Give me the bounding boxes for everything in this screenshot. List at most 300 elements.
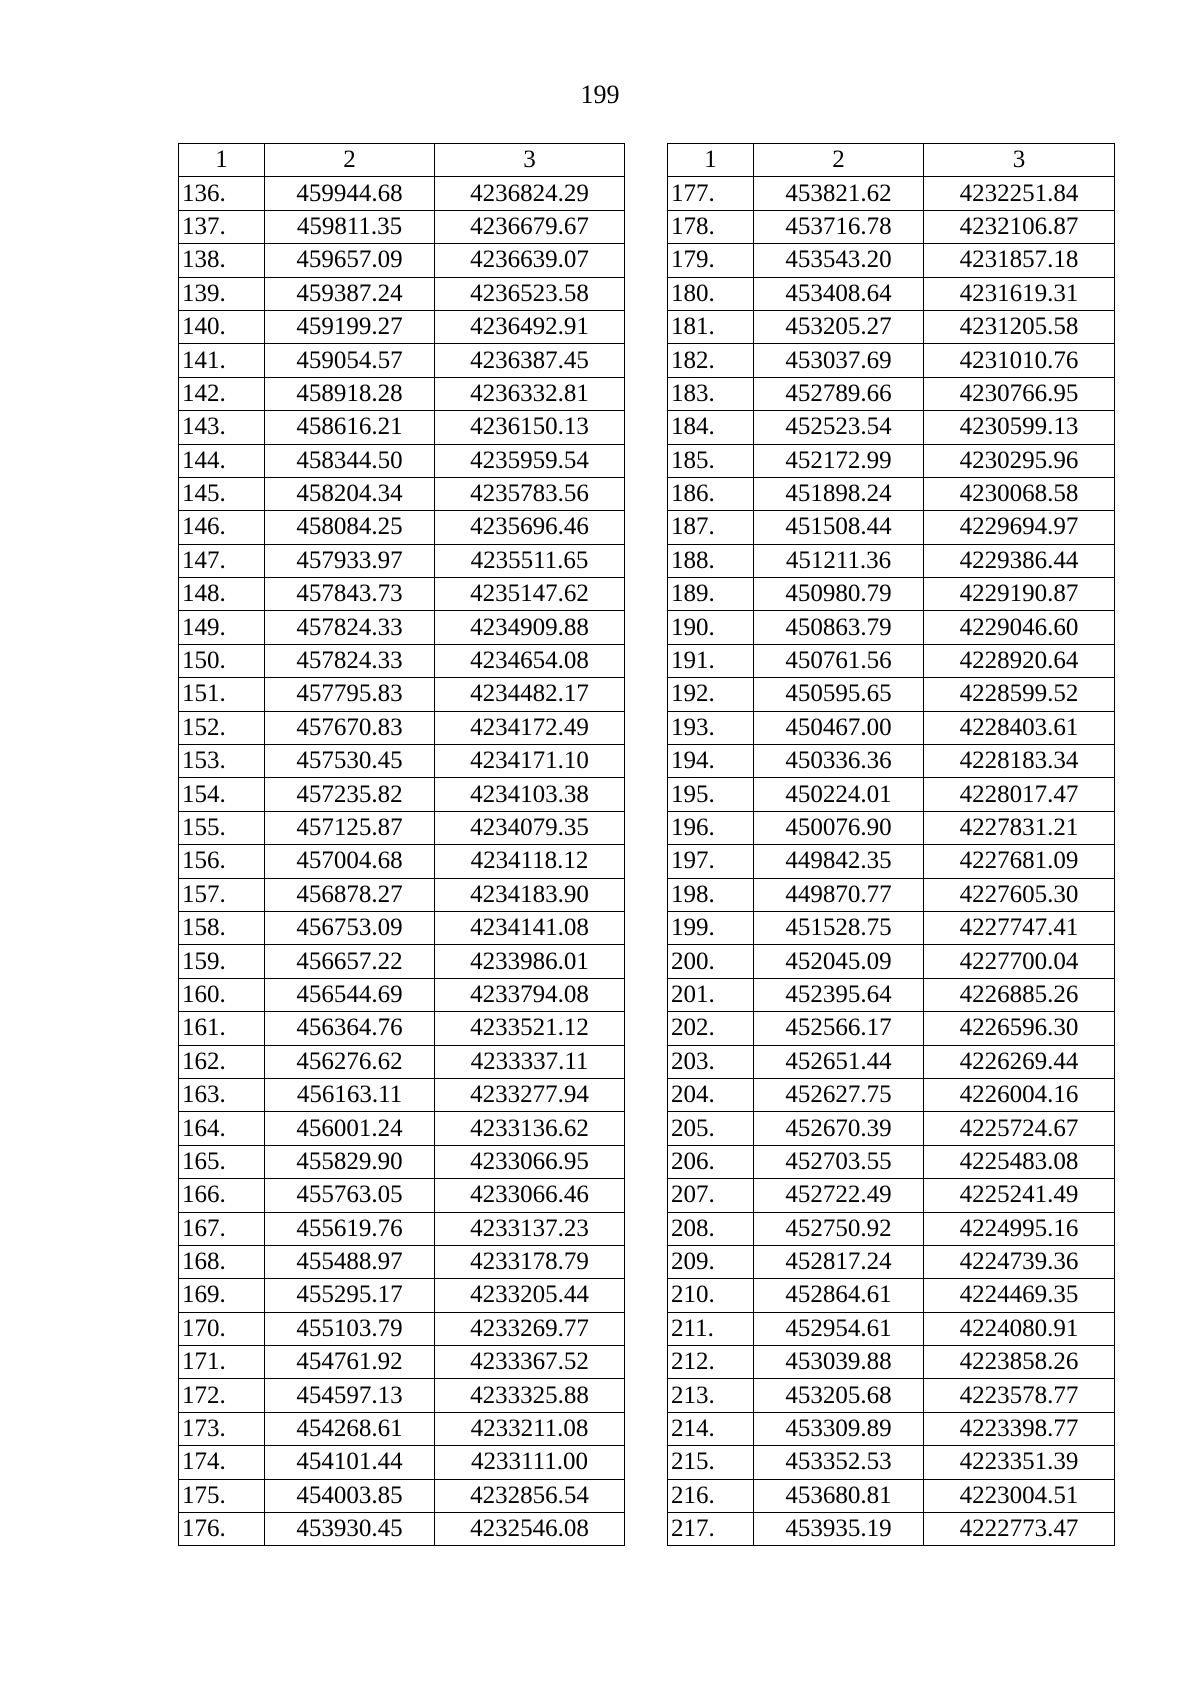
point-number-cell: 137. (179, 210, 265, 243)
y-coordinate-cell: 4223578.77 (924, 1379, 1115, 1412)
y-coordinate-cell: 4234482.17 (435, 678, 625, 711)
y-coordinate-cell: 4226596.30 (924, 1012, 1115, 1045)
point-number-cell: 196. (668, 811, 754, 844)
table-row (668, 878, 1115, 911)
table-row (179, 945, 625, 978)
y-coordinate-cell: 4234103.38 (435, 778, 625, 811)
point-number-cell: 202. (668, 1012, 754, 1045)
y-coordinate-cell: 4228017.47 (924, 778, 1115, 811)
y-coordinate-cell: 4234654.08 (435, 644, 625, 677)
y-coordinate-cell: 4233178.79 (435, 1245, 625, 1278)
y-coordinate-cell: 4234183.90 (435, 878, 625, 911)
point-number-cell: 185. (668, 444, 754, 477)
page-number: 199 (580, 80, 620, 109)
point-number-cell: 215. (668, 1446, 754, 1479)
y-coordinate-cell: 4227605.30 (924, 878, 1115, 911)
y-coordinate-cell: 4233521.12 (435, 1012, 625, 1045)
table-row (668, 1412, 1115, 1445)
x-coordinate-cell: 453408.64 (754, 277, 924, 310)
table-row (668, 578, 1115, 611)
point-number-cell: 204. (668, 1078, 754, 1111)
table-row (668, 978, 1115, 1011)
x-coordinate-cell: 452722.49 (754, 1179, 924, 1212)
point-number-cell: 165. (179, 1145, 265, 1178)
point-number-cell: 151. (179, 678, 265, 711)
table-row (668, 1179, 1115, 1212)
table-row (179, 1346, 625, 1379)
x-coordinate-cell: 455103.79 (265, 1312, 435, 1345)
x-coordinate-cell: 454268.61 (265, 1412, 435, 1445)
point-number-cell: 210. (668, 1279, 754, 1312)
table-row (179, 911, 625, 944)
y-coordinate-cell: 4233986.01 (435, 945, 625, 978)
x-coordinate-cell: 453205.27 (754, 310, 924, 343)
x-coordinate-cell: 452627.75 (754, 1078, 924, 1111)
point-number-cell: 166. (179, 1179, 265, 1212)
y-coordinate-cell: 4234079.35 (435, 811, 625, 844)
point-number-cell: 180. (668, 277, 754, 310)
point-number-cell: 191. (668, 644, 754, 677)
y-coordinate-cell: 4236523.58 (435, 277, 625, 310)
table-row (179, 511, 625, 544)
y-coordinate-cell: 4224739.36 (924, 1245, 1115, 1278)
y-coordinate-cell: 4230766.95 (924, 377, 1115, 410)
point-number-cell: 153. (179, 745, 265, 778)
table-row (179, 444, 625, 477)
y-coordinate-cell: 4226004.16 (924, 1078, 1115, 1111)
y-coordinate-cell: 4233277.94 (435, 1078, 625, 1111)
table-row (179, 177, 625, 210)
y-coordinate-cell: 4226885.26 (924, 978, 1115, 1011)
table-row (179, 711, 625, 744)
y-coordinate-cell: 4222773.47 (924, 1513, 1115, 1546)
point-number-cell: 200. (668, 945, 754, 978)
y-coordinate-cell: 4236679.67 (435, 210, 625, 243)
point-number-cell: 186. (668, 477, 754, 510)
y-coordinate-cell: 4228403.61 (924, 711, 1115, 744)
y-coordinate-cell: 4235959.54 (435, 444, 625, 477)
y-coordinate-cell: 4228183.34 (924, 745, 1115, 778)
point-number-cell: 183. (668, 377, 754, 410)
point-number-cell: 182. (668, 344, 754, 377)
table-row (668, 1112, 1115, 1145)
table-row (179, 544, 625, 577)
column-header-number: 1 (668, 144, 754, 177)
x-coordinate-cell: 452670.39 (754, 1112, 924, 1145)
table-row (179, 210, 625, 243)
y-coordinate-cell: 4236150.13 (435, 411, 625, 444)
table-row (179, 611, 625, 644)
point-number-cell: 197. (668, 845, 754, 878)
x-coordinate-cell: 457125.87 (265, 811, 435, 844)
table-row (668, 1479, 1115, 1512)
x-coordinate-cell: 457933.97 (265, 544, 435, 577)
x-coordinate-cell: 459054.57 (265, 344, 435, 377)
x-coordinate-cell: 458344.50 (265, 444, 435, 477)
table-row (179, 811, 625, 844)
table-row (668, 411, 1115, 444)
point-number-cell: 155. (179, 811, 265, 844)
point-number-cell: 163. (179, 1078, 265, 1111)
point-number-cell: 216. (668, 1479, 754, 1512)
table-row (179, 1112, 625, 1145)
point-number-cell: 179. (668, 244, 754, 277)
y-coordinate-cell: 4233367.52 (435, 1346, 625, 1379)
x-coordinate-cell: 455763.05 (265, 1179, 435, 1212)
y-coordinate-cell: 4233794.08 (435, 978, 625, 1011)
point-number-cell: 170. (179, 1312, 265, 1345)
x-coordinate-cell: 454101.44 (265, 1446, 435, 1479)
point-number-cell: 148. (179, 578, 265, 611)
y-coordinate-cell: 4235696.46 (435, 511, 625, 544)
x-coordinate-cell: 452864.61 (754, 1279, 924, 1312)
y-coordinate-cell: 4225724.67 (924, 1112, 1115, 1145)
table-row (668, 745, 1115, 778)
table-row (668, 444, 1115, 477)
y-coordinate-cell: 4231205.58 (924, 310, 1115, 343)
point-number-cell: 187. (668, 511, 754, 544)
x-coordinate-cell: 450761.56 (754, 644, 924, 677)
table-row (668, 1312, 1115, 1345)
table-row (668, 511, 1115, 544)
table-row (668, 945, 1115, 978)
table-row (179, 1012, 625, 1045)
table-row (668, 1446, 1115, 1479)
x-coordinate-cell: 458616.21 (265, 411, 435, 444)
table-body-left (179, 144, 625, 1546)
point-number-cell: 172. (179, 1379, 265, 1412)
y-coordinate-cell: 4225241.49 (924, 1179, 1115, 1212)
table-row (179, 310, 625, 343)
point-number-cell: 158. (179, 911, 265, 944)
y-coordinate-cell: 4235147.62 (435, 578, 625, 611)
table-row (179, 1212, 625, 1245)
table-row (668, 1078, 1115, 1111)
table-row (179, 778, 625, 811)
point-number-cell: 194. (668, 745, 754, 778)
point-number-cell: 141. (179, 344, 265, 377)
table-row (179, 1245, 625, 1278)
point-number-cell: 156. (179, 845, 265, 878)
y-coordinate-cell: 4230068.58 (924, 477, 1115, 510)
x-coordinate-cell: 459944.68 (265, 177, 435, 210)
table-row (668, 911, 1115, 944)
y-coordinate-cell: 4234118.12 (435, 845, 625, 878)
point-number-cell: 209. (668, 1245, 754, 1278)
y-coordinate-cell: 4227700.04 (924, 945, 1115, 978)
x-coordinate-cell: 451528.75 (754, 911, 924, 944)
point-number-cell: 206. (668, 1145, 754, 1178)
x-coordinate-cell: 457530.45 (265, 745, 435, 778)
x-coordinate-cell: 456276.62 (265, 1045, 435, 1078)
y-coordinate-cell: 4236492.91 (435, 310, 625, 343)
point-number-cell: 140. (179, 310, 265, 343)
x-coordinate-cell: 452395.64 (754, 978, 924, 1011)
y-coordinate-cell: 4231619.31 (924, 277, 1115, 310)
x-coordinate-cell: 452651.44 (754, 1045, 924, 1078)
y-coordinate-cell: 4233066.95 (435, 1145, 625, 1178)
x-coordinate-cell: 456163.11 (265, 1078, 435, 1111)
x-coordinate-cell: 453821.62 (754, 177, 924, 210)
x-coordinate-cell: 452523.54 (754, 411, 924, 444)
point-number-cell: 168. (179, 1245, 265, 1278)
point-number-cell: 201. (668, 978, 754, 1011)
y-coordinate-cell: 4227681.09 (924, 845, 1115, 878)
x-coordinate-cell: 452703.55 (754, 1145, 924, 1178)
y-coordinate-cell: 4233211.08 (435, 1412, 625, 1445)
point-number-cell: 178. (668, 210, 754, 243)
y-coordinate-cell: 4236387.45 (435, 344, 625, 377)
x-coordinate-cell: 450076.90 (754, 811, 924, 844)
table-row (668, 1513, 1115, 1546)
y-coordinate-cell: 4234909.88 (435, 611, 625, 644)
x-coordinate-cell: 452750.92 (754, 1212, 924, 1245)
y-coordinate-cell: 4232856.54 (435, 1479, 625, 1512)
table-row (668, 1012, 1115, 1045)
y-coordinate-cell: 4230295.96 (924, 444, 1115, 477)
x-coordinate-cell: 453543.20 (754, 244, 924, 277)
point-number-cell: 181. (668, 310, 754, 343)
point-number-cell: 190. (668, 611, 754, 644)
x-coordinate-cell: 456544.69 (265, 978, 435, 1011)
x-coordinate-cell: 450863.79 (754, 611, 924, 644)
y-coordinate-cell: 4227831.21 (924, 811, 1115, 844)
point-number-cell: 154. (179, 778, 265, 811)
point-number-cell: 177. (668, 177, 754, 210)
table-row (179, 1179, 625, 1212)
point-number-cell: 167. (179, 1212, 265, 1245)
point-number-cell: 217. (668, 1513, 754, 1546)
point-number-cell: 146. (179, 511, 265, 544)
point-number-cell: 213. (668, 1379, 754, 1412)
table-row (179, 244, 625, 277)
y-coordinate-cell: 4224995.16 (924, 1212, 1115, 1245)
x-coordinate-cell: 453309.89 (754, 1412, 924, 1445)
table-header-row (179, 144, 625, 177)
point-number-cell: 195. (668, 778, 754, 811)
y-coordinate-cell: 4236639.07 (435, 244, 625, 277)
point-number-cell: 161. (179, 1012, 265, 1045)
x-coordinate-cell: 459811.35 (265, 210, 435, 243)
table-row (668, 177, 1115, 210)
x-coordinate-cell: 457843.73 (265, 578, 435, 611)
table-row (668, 1145, 1115, 1178)
table-row (668, 310, 1115, 343)
table-row (179, 644, 625, 677)
y-coordinate-cell: 4229386.44 (924, 544, 1115, 577)
point-number-cell: 199. (668, 911, 754, 944)
x-coordinate-cell: 452789.66 (754, 377, 924, 410)
point-number-cell: 147. (179, 544, 265, 577)
table-row (179, 1412, 625, 1445)
table-row (179, 1279, 625, 1312)
y-coordinate-cell: 4236824.29 (435, 177, 625, 210)
table-row (668, 1379, 1115, 1412)
column-header-y: 3 (924, 144, 1115, 177)
point-number-cell: 175. (179, 1479, 265, 1512)
point-number-cell: 169. (179, 1279, 265, 1312)
table-row (668, 210, 1115, 243)
table-row (179, 1379, 625, 1412)
point-number-cell: 176. (179, 1513, 265, 1546)
point-number-cell: 144. (179, 444, 265, 477)
table-row (179, 1145, 625, 1178)
x-coordinate-cell: 454003.85 (265, 1479, 435, 1512)
x-coordinate-cell: 449870.77 (754, 878, 924, 911)
table-row (668, 244, 1115, 277)
y-coordinate-cell: 4226269.44 (924, 1045, 1115, 1078)
x-coordinate-cell: 455488.97 (265, 1245, 435, 1278)
x-coordinate-cell: 449842.35 (754, 845, 924, 878)
x-coordinate-cell: 457670.83 (265, 711, 435, 744)
y-coordinate-cell: 4234141.08 (435, 911, 625, 944)
table-row (179, 578, 625, 611)
table-row (179, 277, 625, 310)
y-coordinate-cell: 4234172.49 (435, 711, 625, 744)
table-row (179, 1446, 625, 1479)
x-coordinate-cell: 457235.82 (265, 778, 435, 811)
y-coordinate-cell: 4233269.77 (435, 1312, 625, 1345)
point-number-cell: 142. (179, 377, 265, 410)
x-coordinate-cell: 455829.90 (265, 1145, 435, 1178)
table-row (179, 978, 625, 1011)
y-coordinate-cell: 4227747.41 (924, 911, 1115, 944)
table-row (668, 711, 1115, 744)
point-number-cell: 173. (179, 1412, 265, 1445)
x-coordinate-cell: 453205.68 (754, 1379, 924, 1412)
table-row (179, 1045, 625, 1078)
point-number-cell: 208. (668, 1212, 754, 1245)
x-coordinate-cell: 452566.17 (754, 1012, 924, 1045)
x-coordinate-cell: 456364.76 (265, 1012, 435, 1045)
y-coordinate-cell: 4229694.97 (924, 511, 1115, 544)
y-coordinate-cell: 4229190.87 (924, 578, 1115, 611)
point-number-cell: 198. (668, 878, 754, 911)
table-row (668, 477, 1115, 510)
x-coordinate-cell: 459387.24 (265, 277, 435, 310)
table-row (668, 1346, 1115, 1379)
point-number-cell: 189. (668, 578, 754, 611)
coordinates-table-right (667, 143, 1115, 1546)
x-coordinate-cell: 453930.45 (265, 1513, 435, 1546)
table-row (668, 678, 1115, 711)
y-coordinate-cell: 4231857.18 (924, 244, 1115, 277)
table-row (179, 745, 625, 778)
x-coordinate-cell: 452954.61 (754, 1312, 924, 1345)
y-coordinate-cell: 4236332.81 (435, 377, 625, 410)
y-coordinate-cell: 4235511.65 (435, 544, 625, 577)
x-coordinate-cell: 458084.25 (265, 511, 435, 544)
x-coordinate-cell: 459199.27 (265, 310, 435, 343)
x-coordinate-cell: 458918.28 (265, 377, 435, 410)
y-coordinate-cell: 4229046.60 (924, 611, 1115, 644)
table-row (179, 344, 625, 377)
x-coordinate-cell: 453039.88 (754, 1346, 924, 1379)
table-row (668, 811, 1115, 844)
point-number-cell: 157. (179, 878, 265, 911)
x-coordinate-cell: 451508.44 (754, 511, 924, 544)
point-number-cell: 139. (179, 277, 265, 310)
x-coordinate-cell: 459657.09 (265, 244, 435, 277)
table-row (179, 477, 625, 510)
x-coordinate-cell: 453037.69 (754, 344, 924, 377)
y-coordinate-cell: 4228599.52 (924, 678, 1115, 711)
table-row (179, 1312, 625, 1345)
y-coordinate-cell: 4223351.39 (924, 1446, 1115, 1479)
column-header-number: 1 (179, 144, 265, 177)
y-coordinate-cell: 4232106.87 (924, 210, 1115, 243)
x-coordinate-cell: 452172.99 (754, 444, 924, 477)
point-number-cell: 203. (668, 1045, 754, 1078)
point-number-cell: 214. (668, 1412, 754, 1445)
point-number-cell: 188. (668, 544, 754, 577)
x-coordinate-cell: 455295.17 (265, 1279, 435, 1312)
y-coordinate-cell: 4230599.13 (924, 411, 1115, 444)
point-number-cell: 164. (179, 1112, 265, 1145)
y-coordinate-cell: 4225483.08 (924, 1145, 1115, 1178)
y-coordinate-cell: 4223398.77 (924, 1412, 1115, 1445)
column-header-x: 2 (754, 144, 924, 177)
point-number-cell: 150. (179, 644, 265, 677)
y-coordinate-cell: 4232546.08 (435, 1513, 625, 1546)
point-number-cell: 149. (179, 611, 265, 644)
y-coordinate-cell: 4228920.64 (924, 644, 1115, 677)
point-number-cell: 193. (668, 711, 754, 744)
x-coordinate-cell: 453680.81 (754, 1479, 924, 1512)
y-coordinate-cell: 4233111.00 (435, 1446, 625, 1479)
column-header-x: 2 (265, 144, 435, 177)
table-row (179, 845, 625, 878)
point-number-cell: 152. (179, 711, 265, 744)
x-coordinate-cell: 452045.09 (754, 945, 924, 978)
y-coordinate-cell: 4233325.88 (435, 1379, 625, 1412)
x-coordinate-cell: 456753.09 (265, 911, 435, 944)
x-coordinate-cell: 456001.24 (265, 1112, 435, 1145)
column-header-y: 3 (435, 144, 625, 177)
table-row (179, 878, 625, 911)
x-coordinate-cell: 454761.92 (265, 1346, 435, 1379)
table-row (668, 644, 1115, 677)
table-row (179, 1513, 625, 1546)
point-number-cell: 207. (668, 1179, 754, 1212)
x-coordinate-cell: 453935.19 (754, 1513, 924, 1546)
table-row (668, 1245, 1115, 1278)
x-coordinate-cell: 450467.00 (754, 711, 924, 744)
table-row (668, 611, 1115, 644)
y-coordinate-cell: 4233137.23 (435, 1212, 625, 1245)
point-number-cell: 171. (179, 1346, 265, 1379)
y-coordinate-cell: 4224080.91 (924, 1312, 1115, 1345)
table-row (668, 1279, 1115, 1312)
y-coordinate-cell: 4233066.46 (435, 1179, 625, 1212)
x-coordinate-cell: 457795.83 (265, 678, 435, 711)
table-row (668, 277, 1115, 310)
point-number-cell: 145. (179, 477, 265, 510)
x-coordinate-cell: 458204.34 (265, 477, 435, 510)
point-number-cell: 184. (668, 411, 754, 444)
point-number-cell: 205. (668, 1112, 754, 1145)
x-coordinate-cell: 451898.24 (754, 477, 924, 510)
table-row (668, 344, 1115, 377)
x-coordinate-cell: 451211.36 (754, 544, 924, 577)
y-coordinate-cell: 4224469.35 (924, 1279, 1115, 1312)
table-header-row (668, 144, 1115, 177)
table-row (668, 1045, 1115, 1078)
x-coordinate-cell: 450224.01 (754, 778, 924, 811)
table-row (668, 1212, 1115, 1245)
point-number-cell: 136. (179, 177, 265, 210)
table-row (179, 1479, 625, 1512)
